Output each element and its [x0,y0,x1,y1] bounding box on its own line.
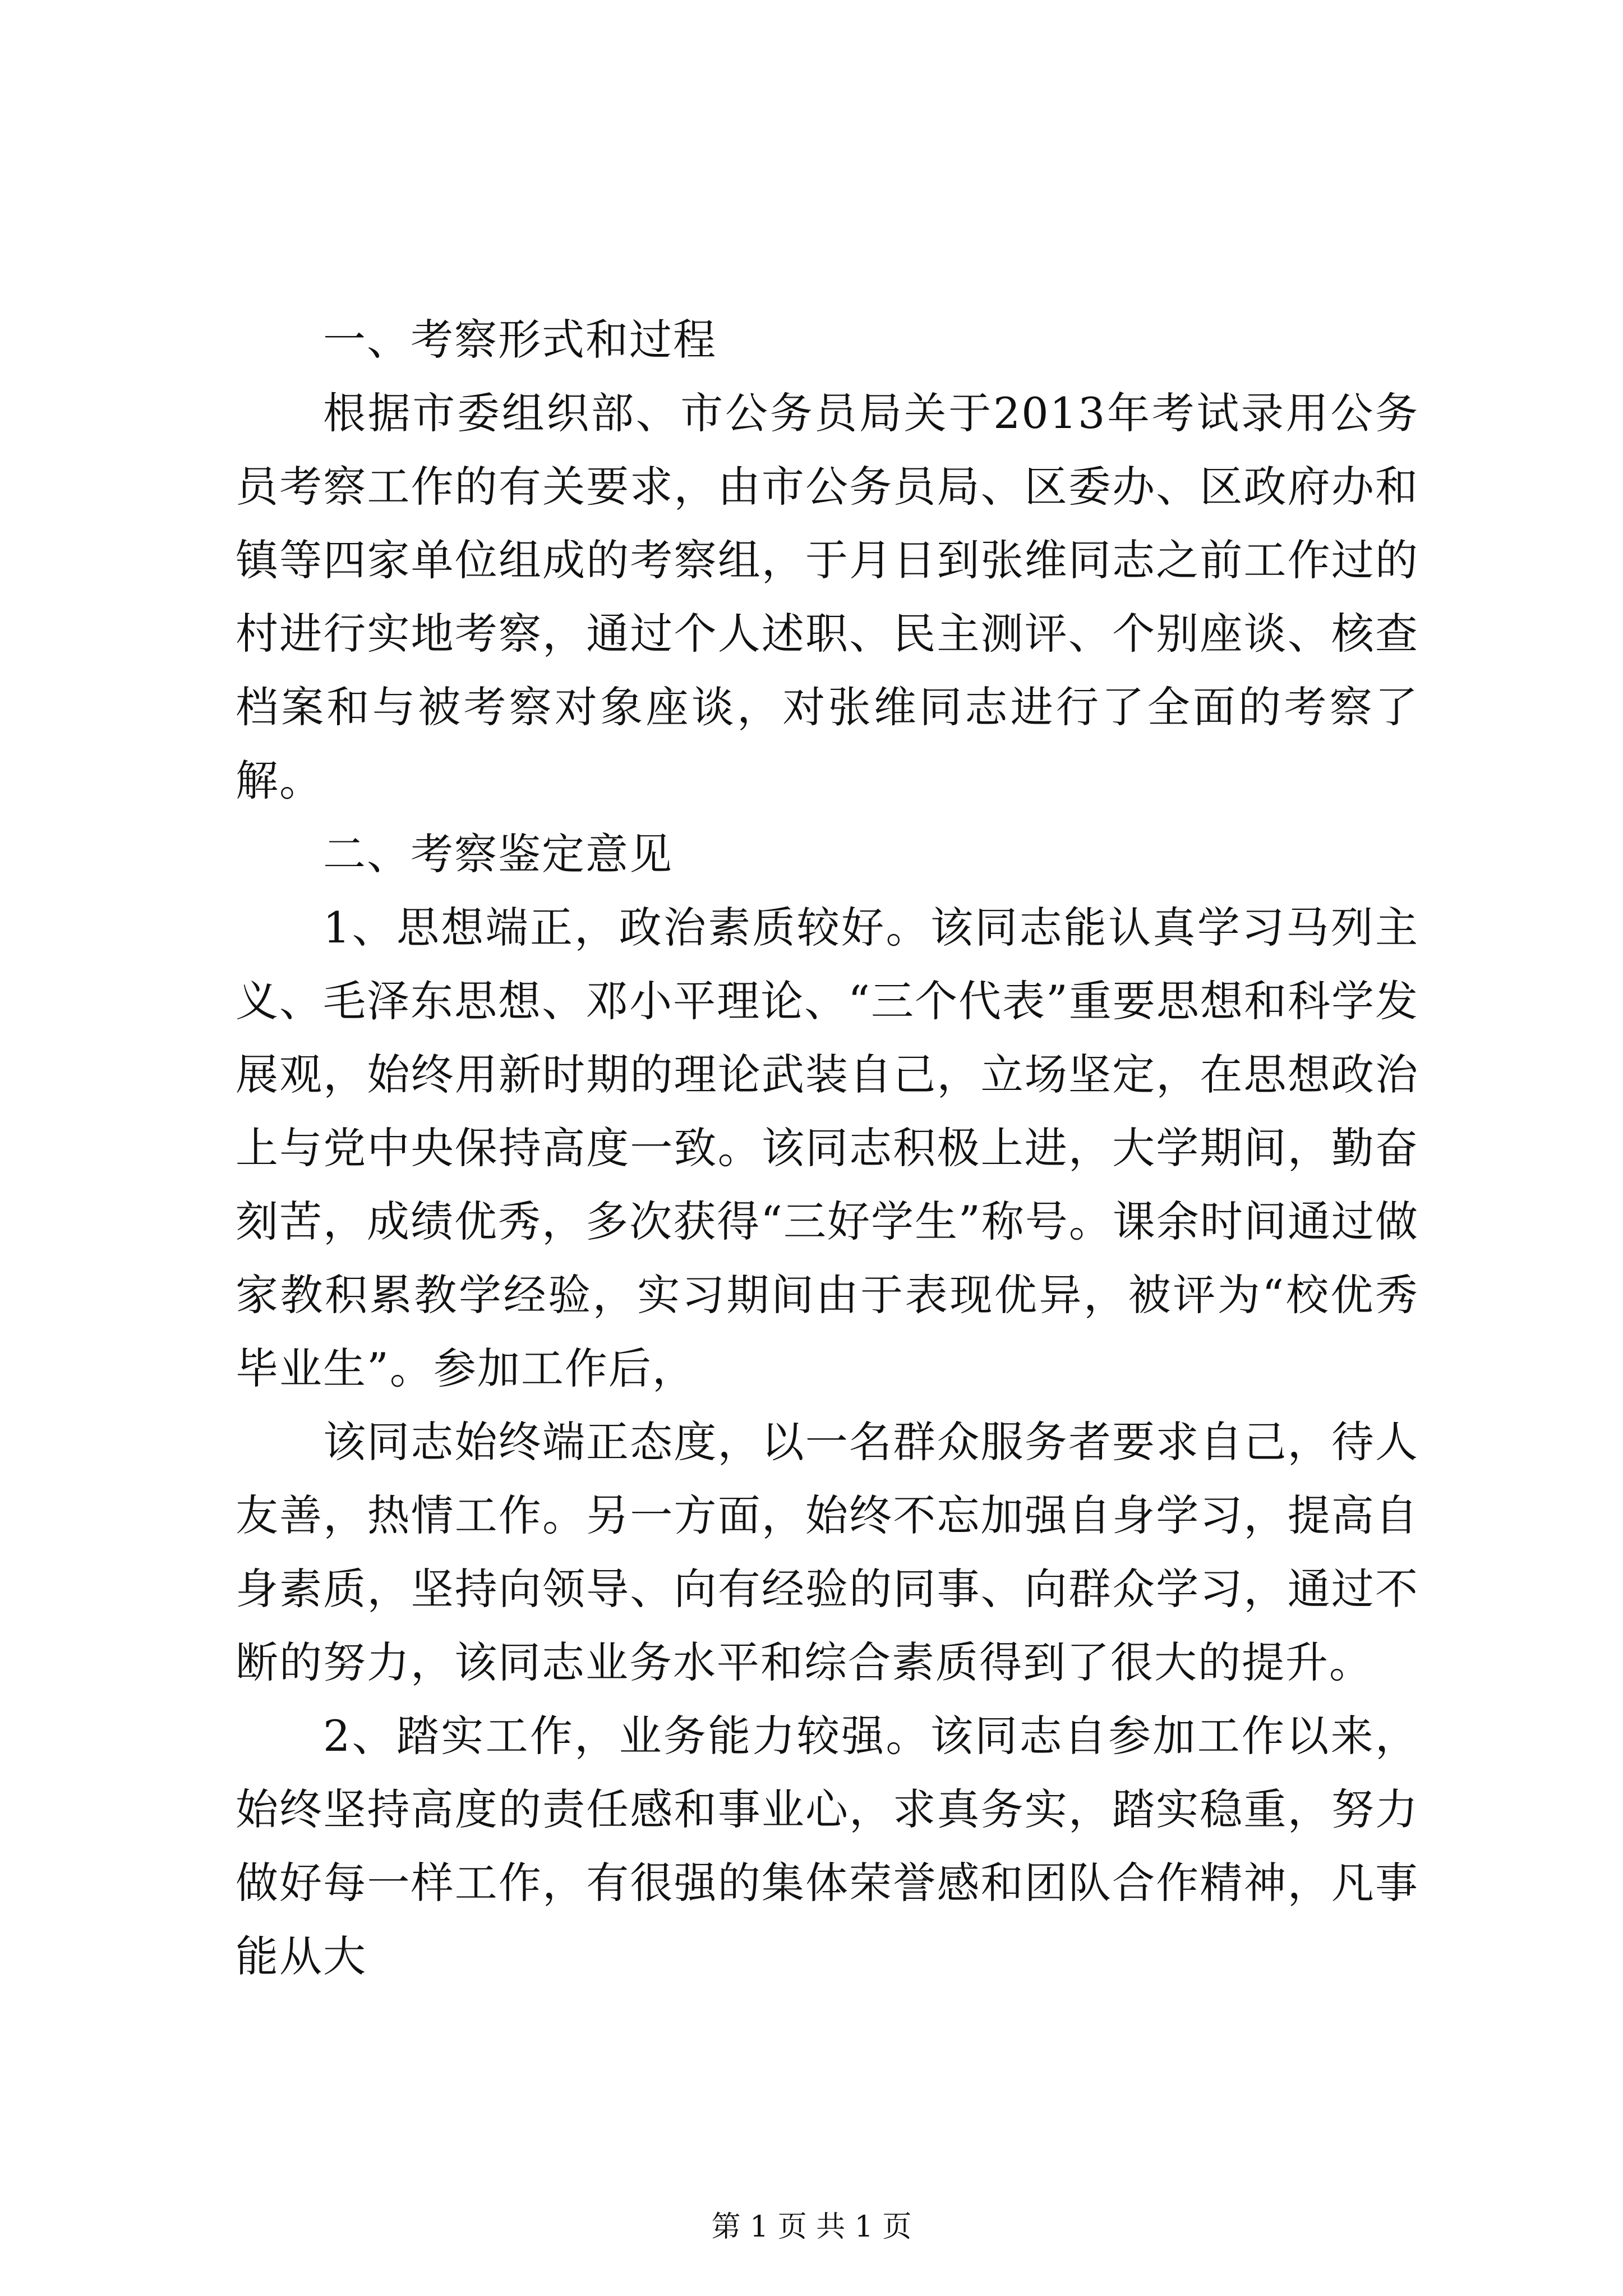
section-heading-2: 二、考察鉴定意见 [323,829,673,879]
section-heading-1: 一、考察形式和过程 [323,315,717,365]
paragraph-work-ability: 2、踏实工作，业务能力较强。该同志自参加工作以来，始终坚持高度的责任感和事业心，求真务实，踏实稳重，努力做好每一样工作，有很强的集体荣誉感和团队合作精神，凡事能从大 [236,1711,1419,1981]
paragraph-inspection-process: 根据市委组织部、市公务员局关于2013年考试录用公务员考察工作的有关要求，由市公务员局、区委办、区政府办和镇等四家单位组成的考察组，于月日到张维同志之前工作过的村进行实地考察，通过个人述职、民主测评、个别座谈、核查档案和与被考察对象座谈，对张维同志进行了全面的考察了解。 [236,388,1419,806]
page-footer: 第 1 页 共 1 页 [711,2210,912,2244]
document-body [236,303,1419,1993]
paragraph-political-quality: 1、思想端正，政治素质较好。该同志能认真学习马列主义、毛泽东思想、邓小平理论、“三个代表”重要思想和科学发展观，始终用新时期的理论武装自己，立场坚定，在思想政治上与党中央保持高度一致。该同志积极上进，大学期间，勤奋刻苦，成绩优秀，多次获得“三好学生”称号。课余时间通过做家教积累教学经验，实习期间由于表现优异，被评为“校优秀毕业生”。参加工作后， [236,903,1419,1393]
paragraph-work-attitude: 该同志始终端正态度，以一名群众服务者要求自己，待人友善，热情工作。另一方面，始终不忘加强自身学习，提高自身素质，坚持向领导、向有经验的同事、向群众学习，通过不断的努力，该同志业务水平和综合素质得到了很大的提升。 [236,1417,1419,1687]
